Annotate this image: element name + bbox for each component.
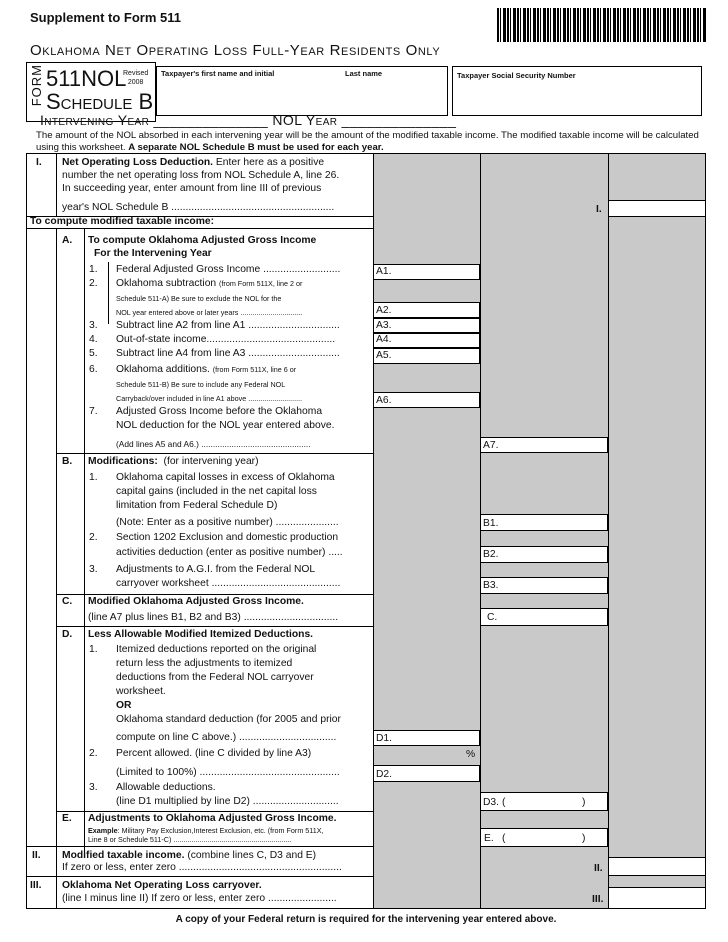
d1-text6: Oklahoma standard deduction (for 2005 and prior <box>116 714 341 725</box>
d3-label: D3. <box>483 797 500 808</box>
a3-desc: Subtract line A2 from line A1 ................................ <box>116 320 340 331</box>
d2-label: D2. <box>376 769 393 780</box>
b1-number: 1. <box>89 472 98 483</box>
intervening-year-line[interactable]: Intervening Year ______________ NOL Year ______________ <box>40 112 457 128</box>
a7-text1: Adjusted Gross Income before the Oklahoma <box>116 406 323 417</box>
b1-text4: (Note: Enter as a positive number) ...................... <box>116 517 339 528</box>
a5-number: 5. <box>89 348 98 359</box>
line-i-text4: year's NOL Schedule B ......................................................... <box>62 202 335 213</box>
section-b-letter: B. <box>62 456 73 467</box>
d3-open-paren: ( <box>502 797 506 808</box>
divider-col1 <box>373 153 374 909</box>
supplement-title: Supplement to Form 511 <box>30 10 181 25</box>
a6-note2: Schedule 511-B) Be sure to include any Federal NOL <box>116 380 286 389</box>
a2-note3: NOL year entered above or later years ............................... <box>116 308 303 317</box>
d3-number: 3. <box>89 782 98 793</box>
revised-year: 2008 <box>127 79 144 86</box>
form-title: Oklahoma Net Operating Loss Full-Year Residents Only <box>30 42 441 59</box>
rule-after-ii <box>26 876 374 877</box>
barcode <box>497 8 707 42</box>
section-a-letter: A. <box>62 235 73 246</box>
d3-close-paren: ) <box>582 797 586 808</box>
to-compute-heading: To compute modified taxable income: <box>30 216 215 227</box>
a3-number: 3. <box>89 320 98 331</box>
section-b-paren: (for intervening year) <box>163 456 259 467</box>
section-d-title: Less Allowable Modified Itemized Deductions. <box>88 629 314 640</box>
ssn-label: Taxpayer Social Security Number <box>457 71 576 80</box>
b2-number: 2. <box>89 532 98 543</box>
d1-text4: worksheet. <box>116 686 166 697</box>
a1-desc: Federal Adjusted Gross Income ........................... <box>116 264 341 275</box>
section-b-heading <box>88 456 259 469</box>
line-i-title: Net Operating Loss Deduction. <box>62 157 214 168</box>
a6-desc <box>116 364 296 377</box>
revised-note <box>123 69 148 87</box>
divider-col2 <box>480 153 481 909</box>
e-close-paren: ) <box>582 833 586 844</box>
intro-body: The amount of the NOL absorbed in each intervening year will be the amount of the modified taxable income. The modified taxable income will be calculated using this worksheet. <box>36 130 699 153</box>
section-c-letter: C. <box>62 596 73 607</box>
a2-label: A2. <box>376 305 392 316</box>
e-label: E. <box>484 833 494 844</box>
footer-note: A copy of your Federal return is required for the intervening year entered above. <box>175 914 557 925</box>
d1-text7: compute on line C above.) .................................. <box>116 732 337 743</box>
a7-text2: NOL deduction for the NOL year entered above. <box>116 420 335 431</box>
b3-text1: Adjustments to A.G.I. from the Federal NOL <box>116 564 316 575</box>
section-e-title: Adjustments to Oklahoma Adjusted Gross Income. <box>88 813 337 824</box>
section-e-note1: Military Pay Exclusion,Interest Exclusion, etc. (from Form 511X, <box>121 826 324 835</box>
a2-note1: (from Form 511X, line 2 or <box>219 279 303 288</box>
revised-label: Revised <box>123 70 149 77</box>
d3-text1: Allowable deductions. <box>116 782 216 793</box>
d1-text1: Itemized deductions reported on the original <box>116 644 317 655</box>
divider-num-i <box>56 153 57 216</box>
line-i-number: I. <box>36 157 42 168</box>
a2-title: Oklahoma subtraction <box>116 278 217 289</box>
line-i-field-label: I. <box>596 204 602 215</box>
b3-label: B3. <box>483 580 499 591</box>
divider-col3 <box>608 153 609 909</box>
a3-label: A3. <box>376 320 392 331</box>
line-ii-label: II. <box>594 863 603 874</box>
section-e-note2: Line 8 or Schedule 511-C) ........................................................... <box>88 835 292 844</box>
a2-desc <box>116 278 302 291</box>
section-c-text: (line A7 plus lines B1, B2 and B3) ................................. <box>88 612 339 623</box>
a1-label: A1. <box>376 266 392 277</box>
d1-text3: deductions from the Federal NOL carryover <box>116 672 314 683</box>
section-b-title: Modifications: <box>88 456 158 467</box>
line-iii-text: (line I minus line II) If zero or less, enter zero ........................ <box>62 893 337 904</box>
divider-a-items <box>108 262 109 324</box>
form-number: 511NOL <box>46 66 127 91</box>
line-i-text1: Enter here as a positive <box>215 157 325 168</box>
a6-note3: Carryback/over included in line A1 above ........................... <box>116 394 303 403</box>
a7-label: A7. <box>483 440 499 451</box>
e-open-paren: ( <box>502 833 506 844</box>
d1-or: OR <box>116 700 132 711</box>
d3-text2: (line D1 multiplied by line D2) .............................. <box>116 796 339 807</box>
a5-label: A5. <box>376 350 392 361</box>
d1-number: 1. <box>89 644 98 655</box>
b1-text2: capital gains (included in the net capital loss <box>116 486 317 497</box>
d1-text2: return less the adjustments to itemized <box>116 658 293 669</box>
line-i-text3: In succeeding year, enter amount from line III of previous <box>62 183 322 194</box>
divider-sub-letter <box>84 228 85 856</box>
a6-number: 6. <box>89 364 98 375</box>
rule-after-b <box>56 594 374 595</box>
section-e-example: Example: Military Pay Exclusion,Interest Exclusion, etc. (from Form 511X, <box>88 826 324 835</box>
b1-text3: limitation from Federal Schedule D) <box>116 500 278 511</box>
section-e-letter: E. <box>62 813 72 824</box>
first-name-label: Taxpayer's first name and initial <box>161 69 275 78</box>
line-iii-number: III. <box>30 880 42 891</box>
rule-after-a <box>56 453 374 454</box>
d2-text1: Percent allowed. (line C divided by line A3) <box>116 748 312 759</box>
name-field[interactable] <box>156 66 448 116</box>
a7-note: (Add lines A5 and A6.) ............................................... <box>116 439 311 449</box>
a4-label: A4. <box>376 334 392 345</box>
b2-text1: Section 1202 Exclusion and domestic production <box>116 532 339 543</box>
d2-text2: (Limited to 100%) ................................................. <box>116 767 340 778</box>
line-i-desc <box>62 157 324 170</box>
section-a-title2: For the Intervening Year <box>94 248 212 259</box>
section-d-letter: D. <box>62 629 73 640</box>
intro-bold: A separate NOL Schedule B must be used for each year. <box>128 142 384 153</box>
line-ii-text: If zero or less, enter zero ......................................................... <box>62 862 342 873</box>
a5-desc: Subtract line A4 from line A3 ................................ <box>116 348 340 359</box>
section-e-example-label: Example <box>88 826 118 835</box>
section-c-title: Modified Oklahoma Adjusted Gross Income. <box>88 596 304 607</box>
schedule-title: Schedule B <box>46 89 154 114</box>
divider-num-sub <box>56 228 57 856</box>
d2-percent: % <box>466 749 476 760</box>
c-label: C. <box>487 612 498 623</box>
b1-label: B1. <box>483 518 499 529</box>
divider-num-ii <box>56 846 57 909</box>
a4-number: 4. <box>89 334 98 345</box>
ssn-field[interactable] <box>452 66 702 116</box>
b3-text2: carryover worksheet ............................................. <box>116 578 341 589</box>
line-ii-paren: (combine lines C, D3 and E) <box>187 850 317 861</box>
b2-text2: activities deduction (enter as positive number) ..... <box>116 547 343 558</box>
intro-text <box>36 130 716 154</box>
section-a-title1: To compute Oklahoma Adjusted Gross Income <box>88 235 317 246</box>
line-iii-title: Oklahoma Net Operating Loss carryover. <box>62 880 262 891</box>
a7-number: 7. <box>89 406 98 417</box>
a6-title: Oklahoma additions. <box>116 364 210 375</box>
a6-note1: (from Form 511X, line 6 or <box>212 365 297 374</box>
a4-desc: Out-of-state income............................................. <box>116 334 336 345</box>
a1-number: 1. <box>89 264 98 275</box>
d2-number: 2. <box>89 748 98 759</box>
form-label: FORM <box>29 64 44 107</box>
line-i-text2: number the net operating loss from NOL Schedule A, line 26. <box>62 170 340 181</box>
a6-label: A6. <box>376 395 392 406</box>
line-ii-number: II. <box>32 850 41 861</box>
line-ii-desc <box>62 850 316 863</box>
b1-text1: Oklahoma capital losses in excess of Oklahoma <box>116 472 335 483</box>
rule-after-d <box>56 811 374 812</box>
line-iii-label: III. <box>592 894 604 905</box>
a2-note2: Schedule 511-A) Be sure to exclude the NOL for the <box>116 294 282 303</box>
last-name-label: Last name <box>345 69 383 78</box>
b2-label: B2. <box>483 549 499 560</box>
a2-number: 2. <box>89 278 98 289</box>
rule-after-c <box>56 626 374 627</box>
b3-number: 3. <box>89 564 98 575</box>
d1-label: D1. <box>376 733 393 744</box>
line-ii-title: Modified taxable income. <box>62 850 185 861</box>
